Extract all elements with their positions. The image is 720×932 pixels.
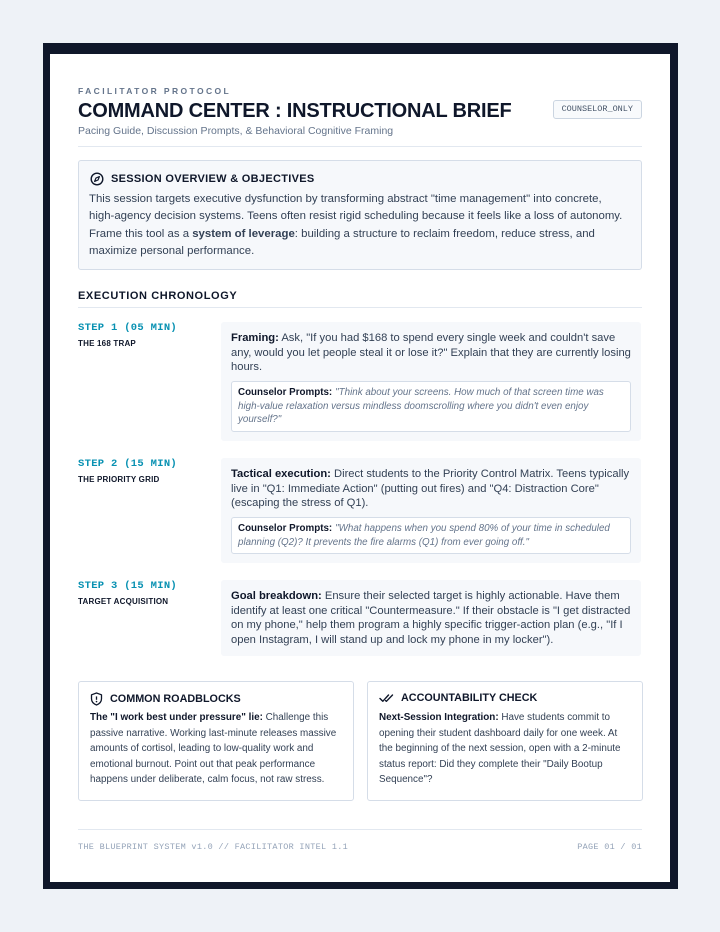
step-2-label: STEP 2 (15 MIN) [78, 458, 178, 470]
footer-page-number: PAGE 01 / 01 [577, 842, 642, 852]
accountability-box [367, 681, 643, 801]
footer-divider [78, 829, 642, 830]
section-title-chronology: EXECUTION CHRONOLOGY [78, 290, 238, 302]
compass-icon [90, 172, 104, 186]
section-divider [78, 307, 642, 308]
step-3-name: TARGET ACQUISITION [78, 597, 169, 606]
status-badge: COUNSELOR_ONLY [553, 100, 642, 119]
double-check-icon [379, 692, 394, 704]
accountability-heading [379, 692, 537, 704]
step-2-body: Tactical execution: Direct students to the Priority Control Matrix. Teens typically live in "Q1: Immediate Action" (putting out fires) and "Q4: Distraction Core" (escaping the stress of Q1). [231, 468, 630, 510]
footer-system-label: THE BLUEPRINT SYSTEM v1.0 // FACILITATOR INTEL 1.1 [78, 842, 349, 852]
step-3-label: STEP 3 (15 MIN) [78, 580, 178, 592]
roadblocks-heading-text: COMMON ROADBLOCKS [110, 693, 241, 705]
roadblocks-box [78, 681, 354, 801]
step-2-name: THE PRIORITY GRID [78, 475, 160, 484]
step-3-body: Goal breakdown: Ensure their selected target is highly actionable. Have them identify at least one critical "Countermeasure." If their obstacle is "I get distracted on my phone," help them program a highly specific trigger-action plan (e.g., "If I open Instagram, I will stand up and lock my phone in my locker"). [231, 590, 631, 646]
overview-heading [90, 172, 315, 186]
page-subtitle: Pacing Guide, Discussion Prompts, & Behavioral Cognitive Framing [78, 125, 394, 137]
accountability-heading-text: ACCOUNTABILITY CHECK [401, 692, 538, 704]
step-2-prompt: Counselor Prompts: "What happens when you spend 80% of your time in scheduled planning (Q2)? It prevents the fire alarms (Q1) from ever going off." [231, 517, 631, 555]
overview-heading-text: SESSION OVERVIEW & OBJECTIVES [111, 173, 315, 185]
overview-box [78, 160, 642, 270]
header-kicker: FACILITATOR PROTOCOL [78, 86, 232, 96]
shield-icon [90, 692, 103, 706]
step-1-name: THE 168 TRAP [78, 339, 136, 348]
step-3-card [221, 580, 641, 656]
overview-text: This session targets executive dysfunction by transforming abstract "time management" into concrete, high-agency decision systems. Teens often resist rigid scheduling because it feels like a loss of autonomy. Frame this tool as a system of leverage: building a structure to reclaim freedom, reduce stress, and maximize personal performance. [89, 193, 623, 257]
header-divider [78, 146, 642, 147]
step-2-card [221, 458, 641, 563]
accountability-text: Next-Session Integration: Have students commit to opening their student dashboard daily for one week. At the beginning of the next session, open with a 2-minute status report: Did they complete their "Daily Bootup Sequence"? [379, 712, 621, 786]
step-1-prompt: Counselor Prompts: "Think about your screens. How much of that screen time was high-value relaxation versus mindless doomscrolling where you didn't even enjoy yourself?" [231, 381, 631, 432]
step-1-body: Framing: Ask, "If you had $168 to spend every single week and couldn't save any, would you let people steal it or lose it?" Explain that they are currently losing hours. [231, 332, 631, 374]
step-1-card [221, 322, 641, 441]
roadblocks-text: The "I work best under pressure" lie: Challenge this passive narrative. Working last-minute releases massive amounts of cortisol, leading to low-quality work and emotional burnout. Point out that peak performance happens under deliberate, calm focus, not raw stress. [90, 712, 337, 786]
page-title: COMMAND CENTER : INSTRUCTIONAL BRIEF [78, 100, 512, 122]
document-page [50, 54, 670, 882]
step-1-label: STEP 1 (05 MIN) [78, 322, 178, 334]
roadblocks-heading [90, 692, 241, 706]
